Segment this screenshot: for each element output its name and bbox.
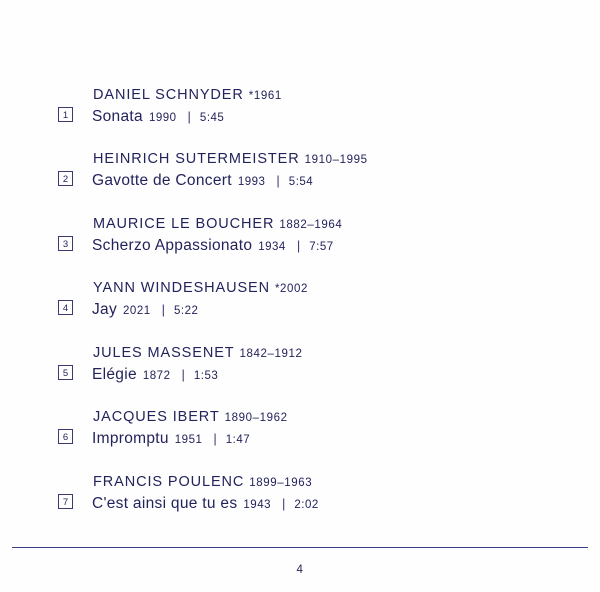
composer-name: JULES MASSENET — [93, 344, 235, 361]
composer-years: 1890–1962 — [224, 412, 288, 425]
track-entry — [58, 215, 558, 255]
work-title: Jay — [92, 301, 118, 319]
track-number: 7 — [58, 494, 73, 509]
work-text — [92, 430, 250, 448]
composer-name: YANN WINDESHAUSEN — [93, 280, 270, 297]
composer-years: 1882–1964 — [279, 218, 343, 231]
composer-line — [93, 215, 558, 233]
work-title: Elégie — [92, 365, 137, 383]
work-text — [92, 237, 334, 255]
work-text — [92, 366, 218, 384]
composer-name: FRANCIS POULENC — [93, 473, 245, 490]
separator: | — [161, 302, 166, 318]
composer-line — [93, 86, 558, 104]
track-number: 1 — [58, 107, 73, 122]
work-text — [92, 172, 313, 190]
composer-line — [93, 473, 558, 491]
composer-years: *1961 — [248, 90, 282, 102]
footer-divider — [12, 547, 588, 548]
track-duration: 2:02 — [294, 498, 319, 511]
separator: | — [181, 366, 185, 382]
work-line — [58, 301, 558, 319]
track-duration: 5:54 — [288, 176, 314, 189]
composer-years: *2002 — [274, 283, 309, 296]
track-entry — [58, 86, 558, 126]
work-year: 2021 — [123, 305, 151, 318]
work-title: Impromptu — [92, 430, 169, 448]
track-number: 5 — [58, 365, 73, 380]
composer-years: 1842–1912 — [239, 347, 303, 360]
work-year: 1990 — [148, 111, 177, 124]
work-year: 1934 — [258, 240, 286, 253]
separator: | — [187, 108, 191, 124]
composer-line — [93, 344, 558, 362]
work-text — [92, 495, 319, 513]
work-text — [92, 301, 198, 319]
work-title: Gavotte de Concert — [92, 172, 232, 190]
composer-name: DANIEL SCHNYDER — [93, 87, 244, 103]
work-title: Scherzo Appassionato — [92, 236, 253, 254]
track-entry — [58, 150, 558, 190]
track-entry — [58, 279, 558, 319]
work-year: 1943 — [243, 498, 271, 511]
track-number: 3 — [58, 236, 73, 251]
composer-line — [93, 408, 558, 426]
work-year: 1951 — [174, 434, 203, 447]
work-line — [58, 430, 558, 448]
track-number: 2 — [58, 171, 73, 186]
track-entry — [58, 344, 558, 384]
track-duration: 1:53 — [193, 369, 219, 382]
work-text — [92, 108, 224, 126]
track-number: 4 — [58, 300, 73, 315]
composer-name: HEINRICH SUTERMEISTER — [93, 151, 300, 168]
composer-years: 1910–1995 — [304, 154, 368, 167]
work-year: 1872 — [142, 369, 171, 382]
track-entry — [58, 473, 558, 513]
separator: | — [276, 173, 280, 189]
page-number: 4 — [296, 564, 304, 576]
track-entry — [58, 408, 558, 448]
work-line — [58, 366, 558, 384]
track-duration: 5:22 — [174, 305, 199, 318]
work-title: C'est ainsi que tu es — [92, 494, 238, 512]
composer-line — [93, 150, 558, 168]
work-line — [58, 237, 558, 255]
work-line — [58, 172, 558, 190]
work-title: Sonata — [92, 107, 143, 125]
work-line — [58, 108, 558, 126]
separator: | — [296, 237, 301, 253]
separator: | — [213, 431, 217, 447]
separator: | — [282, 495, 286, 511]
track-duration: 7:57 — [309, 240, 334, 253]
composer-name: JACQUES IBERT — [93, 409, 220, 426]
composer-line — [93, 279, 558, 297]
track-duration: 1:47 — [225, 434, 251, 447]
work-line — [58, 495, 558, 513]
track-number: 6 — [58, 429, 73, 444]
work-year: 1993 — [237, 176, 266, 189]
track-duration: 5:45 — [199, 111, 225, 124]
composer-years: 1899–1963 — [249, 476, 313, 489]
composer-name: MAURICE LE BOUCHER — [93, 215, 275, 232]
tracklist — [58, 86, 558, 537]
